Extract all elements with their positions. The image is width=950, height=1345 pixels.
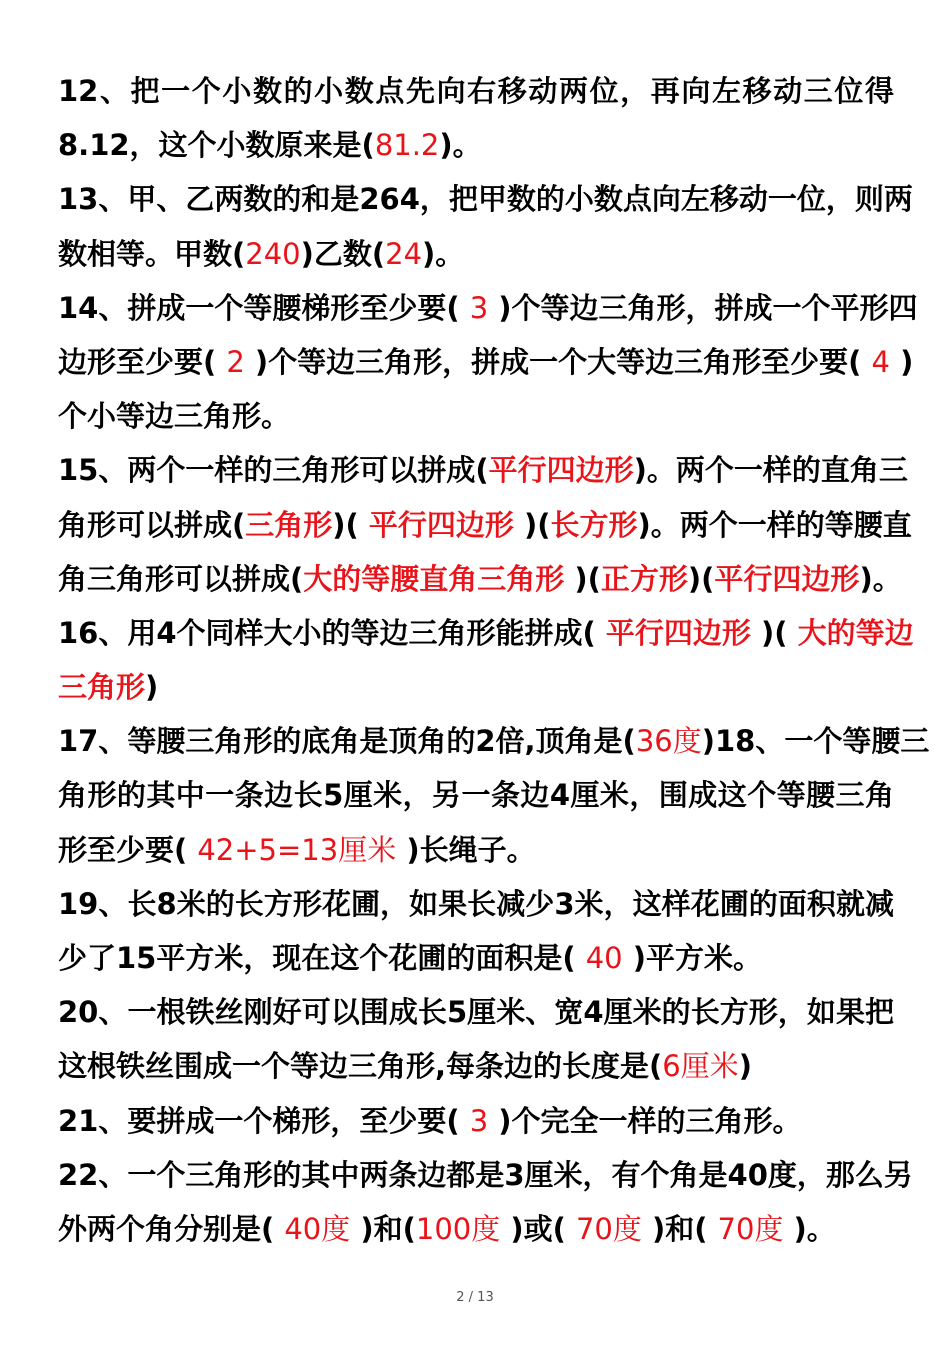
text-line — [58, 1039, 894, 1093]
text-line — [58, 823, 894, 877]
question-text: )个等边三角形，拼成一个大等边三角形至少要( — [244, 344, 872, 379]
question-text: )。 — [859, 561, 902, 596]
question-text: )和( — [641, 1211, 718, 1246]
answer-text: 3 — [469, 290, 489, 325]
question-text: 角形的其中一条边长5厘米，另一条边4厘米，围成这个等腰三角 — [58, 778, 894, 813]
text-line — [58, 118, 894, 172]
problem-list — [58, 64, 930, 1256]
text-line — [58, 227, 894, 281]
question-text: )或( — [500, 1211, 576, 1246]
question-text: )( — [687, 561, 715, 596]
answer-text: 42+5=13厘米 — [197, 832, 397, 867]
answer-text: 大的等边 — [797, 615, 914, 650]
answer-text: 40度 — [284, 1211, 351, 1246]
question-text: 22、一个三角形的其中两条边都是3厘米，有个角是40度，那么另 — [58, 1157, 913, 1192]
answer-text: 三角形 — [58, 670, 146, 705]
answer-text: 正方形 — [600, 561, 688, 596]
question-text: 12、把一个小数的小数点先向右移动两位，再向左移动三位得 — [58, 74, 894, 108]
question-text: 形至少要( — [58, 832, 198, 867]
question-text: 少了15平方米，现在这个花圃的面积是( — [58, 941, 586, 975]
answer-text: 平行四边形 — [368, 507, 514, 542]
text-line — [58, 931, 894, 985]
answer-text: 24 — [385, 236, 423, 271]
question-text: 外两个角分别是( — [58, 1211, 285, 1246]
question-text: 角三角形可以拼成( — [58, 561, 304, 596]
answer-text: 三角形 — [245, 507, 333, 542]
question-text: )( — [564, 561, 601, 596]
question-text: 17、等腰三角形的底角是顶角的2倍,顶角是( — [58, 724, 636, 759]
question-text: )18、一个等腰三 — [701, 724, 930, 759]
question-text: 角形可以拼成( — [58, 507, 246, 542]
text-line — [58, 660, 894, 714]
question-text: )( — [513, 507, 551, 542]
answer-text: 36度 — [635, 724, 702, 759]
question-text: 20、一根铁丝刚好可以围成长5厘米、宽4厘米的长方形，如果把 — [58, 995, 894, 1030]
question-text: 这根铁丝围成一个等边三角形,每条边的长度是( — [58, 1049, 663, 1084]
text-line — [58, 335, 914, 389]
question-text: )平方米。 — [622, 941, 762, 975]
text-line — [58, 281, 918, 335]
question-text: )个等边三角形，拼成一个平形四 — [488, 290, 918, 325]
question-text: ) — [738, 1049, 752, 1084]
question-text: 14、拼成一个等腰梯形至少要( — [58, 290, 470, 325]
answer-text: 平行四边形 — [605, 615, 751, 650]
text-line — [58, 768, 894, 822]
question-text: 15、两个一样的三角形可以拼成( — [58, 453, 489, 488]
answer-text: 40 — [585, 941, 623, 975]
text-line — [58, 1202, 894, 1256]
question-text: 数相等。甲数( — [58, 236, 246, 271]
text-line — [58, 714, 930, 768]
answer-text: 4 — [871, 344, 890, 379]
text-line — [58, 172, 913, 226]
question-text: )( — [332, 507, 369, 542]
question-text: 16、用4个同样大小的等边三角形能拼成( — [58, 615, 606, 650]
answer-text: 100度 — [415, 1211, 501, 1246]
question-text: )个完全一样的三角形。 — [488, 1103, 802, 1138]
question-text: )( — [750, 615, 798, 650]
page-number: 2 / 13 — [456, 1290, 494, 1305]
text-line — [58, 877, 894, 931]
answer-text: 3 — [469, 1103, 489, 1138]
answer-text: 6厘米 — [662, 1049, 739, 1084]
answer-text: 平行四边形 — [488, 453, 634, 488]
question-text: )长绳子。 — [396, 832, 536, 867]
question-text: )乙数( — [300, 236, 386, 271]
text-line — [58, 552, 902, 606]
text-line — [58, 443, 908, 497]
text-line — [58, 606, 914, 660]
question-text: 13、甲、乙两数的和是264，把甲数的小数点向左移动一位，则两 — [58, 182, 913, 217]
question-text: )。两个一样的直角三 — [633, 453, 908, 488]
question-text: )。 — [783, 1211, 836, 1246]
answer-text: 81.2 — [374, 128, 440, 163]
text-line — [58, 64, 894, 118]
question-text: ) — [145, 670, 159, 705]
answer-text: 大的等腰直角三角形 — [303, 561, 565, 596]
answer-text: 240 — [245, 236, 301, 271]
question-text: )。两个一样的等腰直 — [637, 507, 912, 542]
text-line — [58, 985, 894, 1039]
question-text: 19、长8米的长方形花圃，如果长减少3米，这样花圃的面积就减 — [58, 886, 894, 921]
answer-text: 长方形 — [550, 507, 638, 542]
answer-text: 平行四边形 — [714, 561, 860, 596]
question-text: 边形至少要( — [58, 344, 227, 379]
text-line — [58, 1148, 913, 1202]
question-text: 21、要拼成一个梯形，至少要( — [58, 1103, 470, 1138]
text-line — [58, 389, 894, 443]
question-text: )和( — [350, 1211, 416, 1246]
text-line — [58, 498, 912, 552]
answer-text: 70度 — [575, 1211, 642, 1246]
question-text: ) — [889, 344, 914, 379]
question-text: )。 — [439, 128, 482, 163]
question-text: 个小等边三角形。 — [58, 399, 291, 434]
text-line — [58, 1094, 894, 1148]
answer-text: 2 — [226, 344, 245, 379]
answer-text: 70度 — [717, 1211, 784, 1246]
question-text: 8.12，这个小数原来是( — [58, 128, 375, 163]
question-text: )。 — [422, 236, 465, 271]
